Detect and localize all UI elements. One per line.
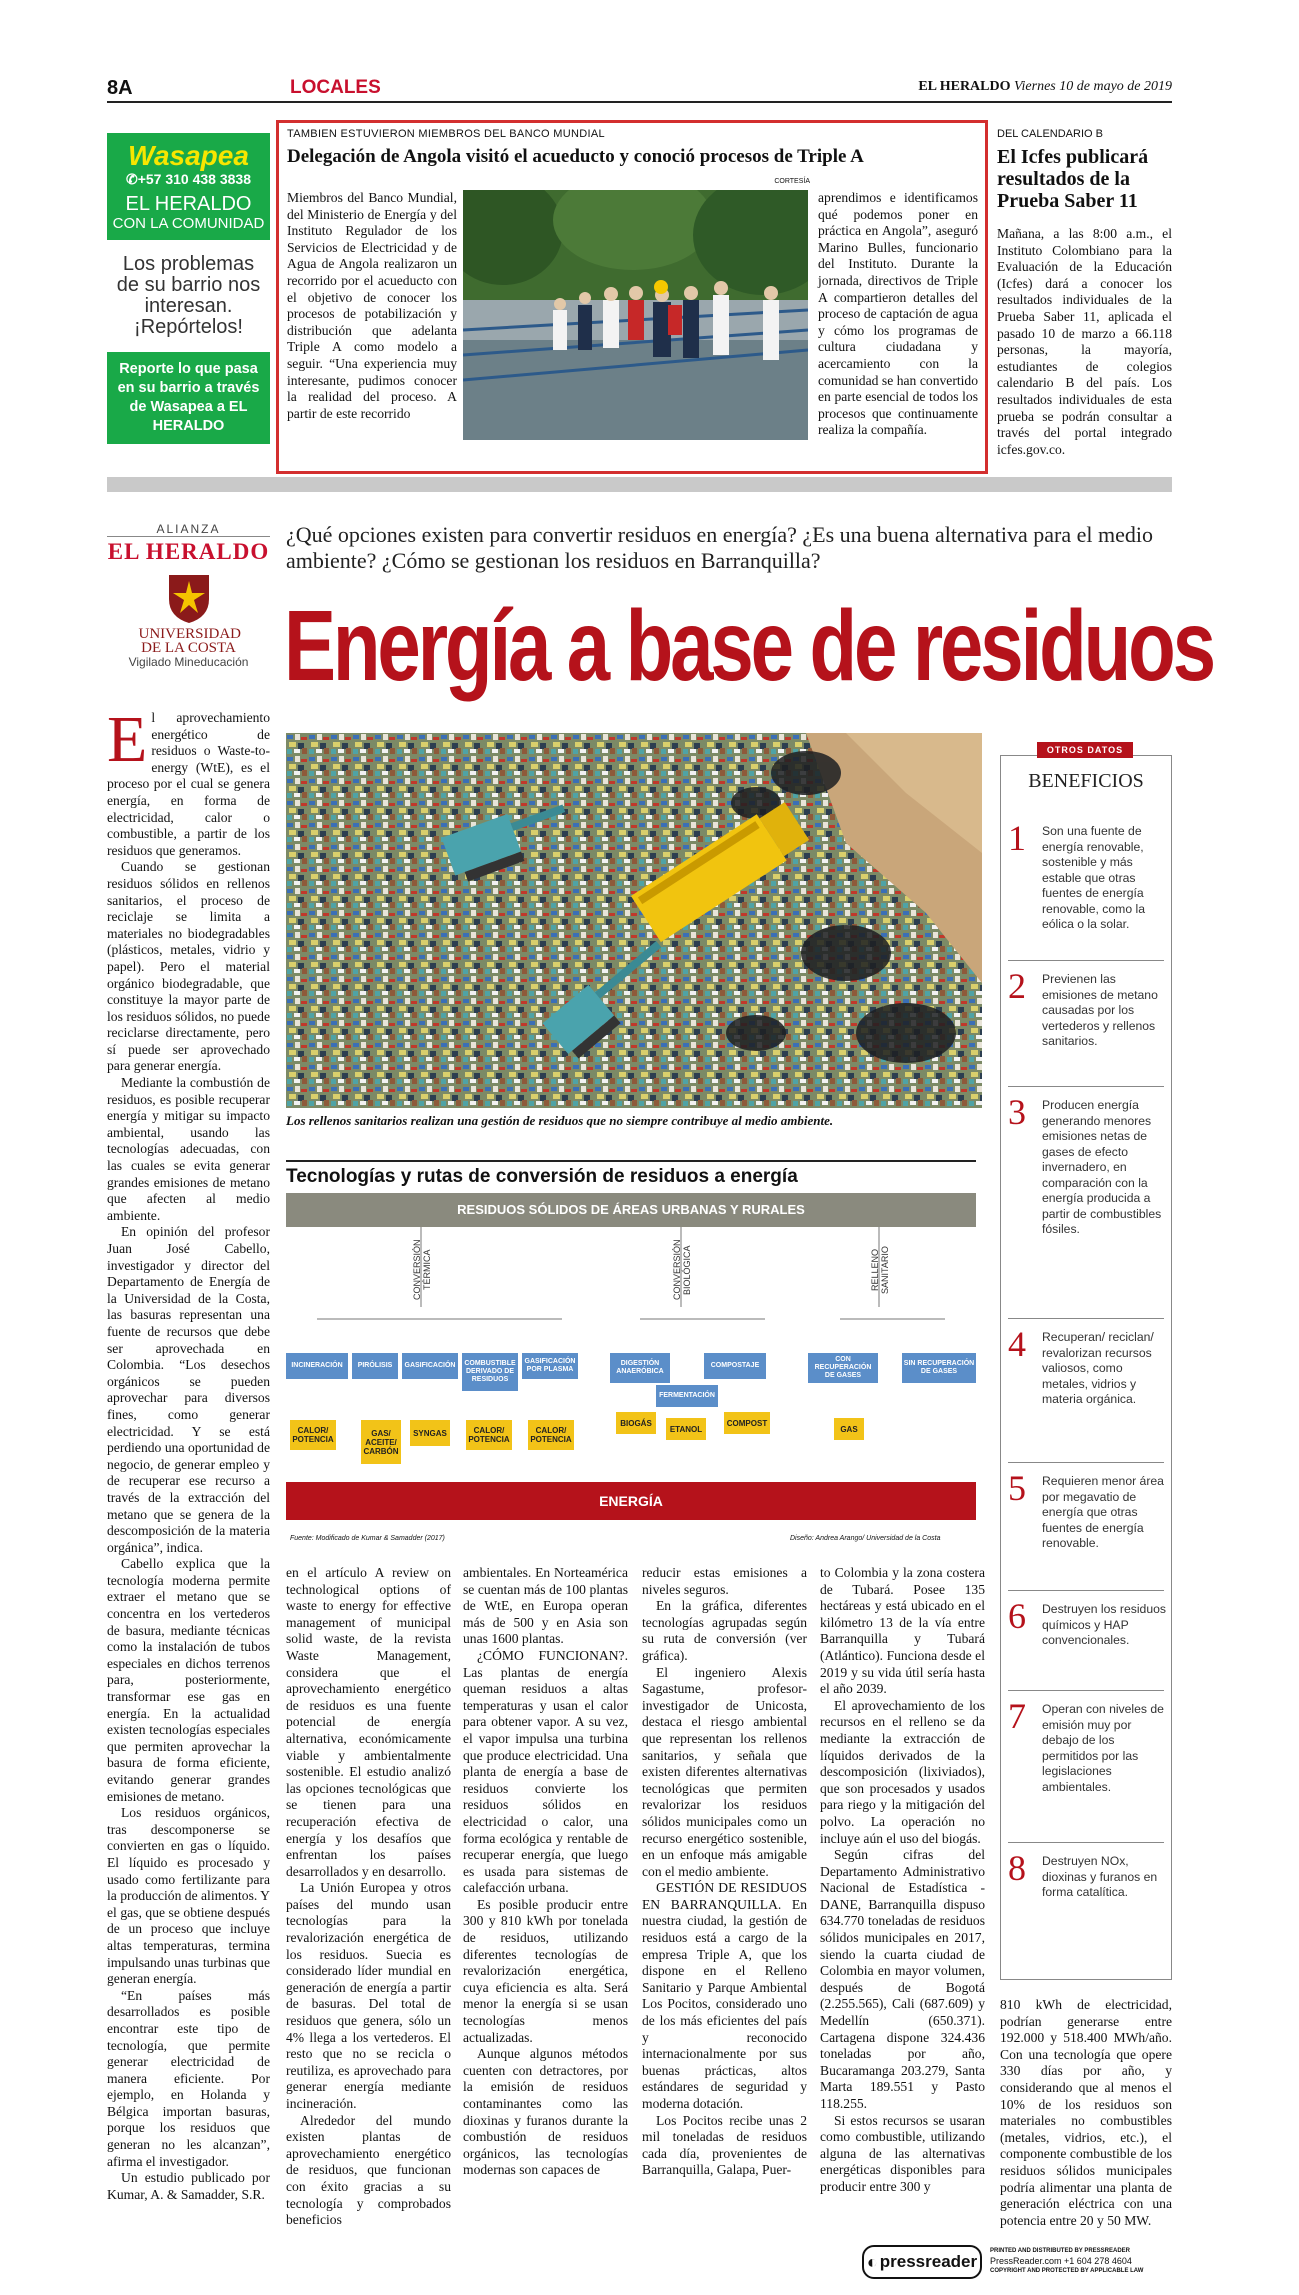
angola-col-1: Miembros del Banco Mundial, del Ministerio de Energía y del Instituto Regulador de los Servicios de Electricidad y de Agua de Angola realizaron un recorrido por el acueducto con el objetivo de conocer los procesos de potabilización y distribución que adelanta Triple A como modelo a seguir. “Una experiencia muy interesante, pudimos conocer la realidad del proceso. A partir de este recorrido (287, 190, 457, 421)
angola-photo (463, 190, 808, 440)
university-name: UNIVERSIDAD DE LA COSTA (138, 626, 241, 656)
wasapea-brand: EL HERALDO (125, 193, 252, 215)
article-headline: Energía a base de residuos (284, 590, 1213, 702)
out-ethanol: ETANOL (666, 1418, 706, 1440)
drop-cap: E (107, 703, 148, 776)
divider (1008, 1590, 1164, 1591)
benefit-item: 7 Operan con niveles de emisión muy por debajo de los permitidos por las legislaciones ambientales. (1008, 1696, 1164, 1794)
energy-bar: ENERGÍA (286, 1482, 976, 1520)
out-heat-power: CALOR/ POTENCIA (290, 1420, 336, 1450)
otros-datos-tag: OTROS DATOS (1037, 742, 1133, 758)
out-heat-power: CALOR/ POTENCIA (528, 1420, 574, 1450)
calendar-body: Mañana, a las 8:00 a.m., el Instituto Colombiano para la Evaluación de la Educación (Icfes) dará a conocer los resultados individuales de la Prueba Saber 11, aplicada el pasado 10 de marzo a 66.118 personas, la mayoría, estudiantes de colegios calendario B del país. Los resultados individuales de esta prueba se podrán consultar a través del portal integrado icfes.gov.co. (997, 226, 1172, 457)
article-col-4: reducir estas emisiones a niveles seguros. En la gráfica, diferentes tecnologías agrupadas según su ruta de conversión (ver gráfica). El ingeniero Alexis Sagastume, profesor-investigador de Unicosta, destaca el riesgo ambiental que representan los rellenos sanitarios, y señala que existen diferentes alternativas tecnológicas que permiten revalorizar los residuos sólidos municipales como un recurso energético sostenible, en un enfoque más amigable con el medio ambiente. GESTIÓN DE RESIDUOS EN BARRANQUILLA. En nuestra ciudad, la gestión de residuos está a cargo de la empresa Triple A, que los dispone en el Relleno Sanitario y Parque Ambiental Los Pocitos, considerado uno de los más eficientes del país y reconocido internacionalmente por sus buenas prácticas, altos estándares de seguridad y moderna dotación. Los Pocitos recibe unas 2 mil toneladas de residuos cada día, provenientes de Barranquilla, Galapa, Puer- (642, 1565, 807, 2178)
out-heat-power: CALOR/ POTENCIA (466, 1420, 512, 1450)
benefit-item: 2 Previenen las emisiones de metano causadas por los vertederos y rellenos sanitarios. (1008, 966, 1158, 1048)
vigilado-label: Vigilado Mineducación (128, 655, 249, 669)
route-biological: CONVERSIÓN BIOLÓGICA (672, 1239, 692, 1301)
tech-plasma: GASIFICACIÓN POR PLASMA (522, 1353, 578, 1379)
tech-gas-recovery: CON RECUPERACIÓN DE GASES (808, 1353, 878, 1383)
pressreader-logo: pressreader (879, 2252, 978, 2271)
whatsapp-icon: ✆ (125, 171, 138, 187)
wasapea-phone: ✆+57 310 438 3838 (125, 171, 251, 187)
section-divider (107, 477, 1172, 492)
wasapea-ad[interactable] (107, 133, 270, 438)
divider (1008, 1086, 1164, 1087)
benefit-item: 8 Destruyen NOx, dioxinas y furanos en forma catalítica. (1008, 1848, 1158, 1899)
tech-rdf: COMBUSTIBLE DERIVADO DE RESIDUOS (462, 1353, 518, 1391)
benefit-item: 5 Requieren menor área por megavatio de energía que otras fuentes de energía renovable. (1008, 1468, 1164, 1550)
wasapea-message: Los problemas de su barrio nos interesan. ¡Repórtelos! (116, 253, 261, 338)
paper-name: EL HERALDO (918, 79, 1011, 94)
divider (1008, 1690, 1164, 1691)
connector (640, 1318, 765, 1320)
tech-no-gas-recovery: SIN RECUPERACIÓN DE GASES (902, 1353, 976, 1383)
photo-credit: CORTESÍA (774, 178, 810, 185)
article-col-1: El aprovechamiento energético de residuos o Waste-to-energy (WtE), es el proceso por el cual se genera energía, en forma de electricidad, calor o combustible, a partir de los residuos que generamos. Cuando se gestionan residuos sólidos en rellenos sanitarios, el proceso de reciclaje se limita a materiales no biodegradables (plásticos, metales, vidrio y papel). Pero el material orgánico biodegradable, que constituye la mayor parte de los residuos sólidos, no puede reciclarse directamente, pero sí puede ser aprovechado para generar energía. Mediante la combustión de residuos, es posible recuperar energía y mitigar su impacto ambiental, usando las tecnologías adecuadas, con las cuales se evita generar grandes emisiones de metano que afecten al medio ambiente. En opinión del profesor Juan José Cabello, investigador y director del Departamento de Energía de la Universidad de la Costa, las basuras representan una fuente de recursos que debe ser aprovechada en Colombia. “Los desechos orgánicos se pueden aprovechar para diversos fines, como generar electricidad. Y se está perdiendo una oportunidad de negocio, de generar empleo y de recuperar ese recurso a través de la extracción del metano que se genera de la descomposición de la materia orgánica”, indica. Cabello explica que la tecnología moderna permite extraer el metano que se concentra en los vertederos de basura, mediante técnicas como la instalación de tubos especiales en dichos terrenos para, posteriormente, transformar ese gas en energía. En la actualidad existen tecnologías especiales que permiten aprovechar la basura de forma eficiente, evitando generar grandes emisiones de metano. Los residuos orgánicos, tras descomponerse se convierten en gas o líquido. El líquido es procesado y usado como fertilizante para la producción de alimentos. Y el gas, que se obtiene después de un proceso que incluye altas temperaturas, termina impulsando unas turbinas que generan energía. “En países más desarrollados es posible encontrar este tipo de tecnología, que permite generar electricidad de manera eficiente. Por ejemplo, en Holanda y Bélgica importan basuras, porque los residuos que generan no les alcanzan”, afirma el investigador. Un estudio publicado por Kumar, A. & Samadder, S.R. (107, 703, 270, 2202)
alliance-kicker: ALIANZA (156, 522, 221, 536)
wasapea-brand-sub: CON LA COMUNIDAD (112, 215, 265, 232)
angola-kicker: TAMBIEN ESTUVIERON MIEMBROS DEL BANCO MUNDIAL (287, 128, 605, 140)
wasapea-header (107, 133, 270, 240)
page-number: 8A (107, 77, 133, 99)
article-col-3: ambientales. En Norteamérica se cuentan más de 100 plantas de WtE, en Europa operan más de 500 y en Asia son unas 1600 plantas. ¿CÓMO FUNCIONAN?. Las plantas de energía queman residuos a altas temperaturas y usan el calor para obtener vapor. A su vez, el vapor impulsa una turbina que produce electricidad. Una planta de energía a base de residuos convierte los residuos sólidos en electricidad o calor, una forma ecológica y rentable de recuperar energía, que luego es usada para sistemas de calefacción urbana. Es posible producir entre 300 y 810 kWh por tonelada de residuos, utilizando diferentes tecnologías de revalorización energética, cuya eficiencia es alta. Será menor la energía si se usan tecnologías menos actualizadas. Aunque algunos métodos cuenten con detractores, por la emisión de residuos contaminantes como las dioxinas y furanos durante la combustión de residuos orgánicos, las tecnologías modernas son capaces de (463, 1565, 628, 2178)
pressreader-icon: ◐ (866, 2251, 878, 2272)
alliance-logo (107, 522, 270, 669)
section-name: LOCALES (290, 77, 381, 98)
out-syngas: SYNGAS (410, 1420, 450, 1446)
photo-caption: Los rellenos sanitarios realizan una gestión de residuos que no siempre contribuye al medio ambiente. (286, 1113, 834, 1128)
infographic-source: Fuente: Modificado de Kumar & Samadder (2017) (290, 1535, 445, 1542)
infographic-top-rule (286, 1160, 976, 1162)
calendar-kicker: DEL CALENDARIO B (997, 128, 1103, 140)
tech-pyrolysis: PIRÓLISIS (352, 1353, 398, 1379)
divider (1008, 1318, 1164, 1319)
divider (1008, 1842, 1164, 1843)
benefits-title: BENEFICIOS (1028, 770, 1144, 792)
benefit-item: 6 Destruyen los residuos químicos y HAP convencionales. (1008, 1596, 1166, 1647)
pressreader-info: PRINTED AND DISTRIBUTED BY PRESSREADER PressReader.com +1 604 278 4604 COPYRIGHT AND PROTECTED BY APPLICABLE LAW (990, 2248, 1144, 2274)
route-thermal: CONVERSIÓN TÉRMICA (412, 1239, 432, 1301)
angola-col-2: aprendimos e identificamos qué podemos poner en práctica en Angola”, aseguró Marino Bulles, funcionario del Instituto. Durante la jornada, directivos de Triple A compartieron detalles del proceso de captación de agua y cómo los programas de cultura ciudadana y acercamiento con la comunidad se han convertido en parte esencial de todos los procesos que continuamente realiza la compañía. (818, 190, 978, 438)
tech-composting: COMPOSTAJE (704, 1353, 766, 1379)
calendar-headline: El Icfes publicará resultados de la Prueba Saber 11 (997, 146, 1149, 212)
benefit-item: 1 Son una fuente de energía renovable, sostenible y más estable que otras fuentes de energía renovable, como la eólica o la solar. (1008, 818, 1145, 931)
header-rule (107, 101, 1172, 103)
benefit-item: 4 Recuperan/ reciclan/ revalorizan recursos valiosos, como metales, vidrios y materia orgánica. (1008, 1324, 1154, 1406)
tech-incineration: INCINERACIÓN (286, 1353, 348, 1379)
connector (840, 1318, 945, 1320)
wasapea-logo: Wasapea (128, 140, 249, 171)
benefit-item: 3 Producen energía generando menores emisiones netas de gases de efecto invernadero, en comparación con la energía producida a partir de combustibles fósiles. (1008, 1092, 1162, 1236)
infographic-source-bar: RESIDUOS SÓLIDOS DE ÁREAS URBANAS Y RURALES (286, 1193, 976, 1227)
infographic-title: Tecnologías y rutas de conversión de residuos a energía (286, 1166, 798, 1187)
out-biogas: BIOGÁS (616, 1412, 656, 1434)
pressreader-badge[interactable] (862, 2245, 982, 2279)
divider (1008, 960, 1164, 961)
route-landfill: RELLENO SANITARIO (870, 1246, 890, 1294)
issue-date: Viernes 10 de mayo de 2019 (1014, 79, 1172, 94)
landfill-photo (286, 733, 982, 1108)
out-compost: COMPOST (724, 1412, 770, 1434)
divider (1008, 1462, 1164, 1463)
tech-fermentation: FERMENTACIÓN (656, 1385, 718, 1407)
out-gas: GAS (834, 1418, 864, 1440)
angola-headline: Delegación de Angola visitó el acueducto y conoció procesos de Triple A (287, 146, 864, 167)
tech-gasification: GASIFICACIÓN (402, 1353, 458, 1379)
university-crest-icon (161, 569, 217, 625)
tech-anaerobic: DIGESTIÓN ANAERÓBICA (610, 1353, 670, 1383)
article-col-2: en el artículo A review on technological options of waste to energy for effective management of municipal solid waste, de la revista Waste Management, considera que el aprovechamiento energético de residuos es una fuente potencial de energía alternativa, económicamente viable y ambientalmente sostenible. El estudio analizó las opciones tecnológicas que se tienen para una recuperación efectiva de energía y los desafíos que enfrentan los países desarrollados y en desarrollo. La Unión Europea y otros países del mundo usan tecnologías para la revalorización energética de los residuos. Suecia es considerado líder mundial en generación de energía a partir de basuras. Del total de residuos que genera, sólo un 4% llega a los vertederos. El resto que no se recicla o reutiliza, es aprovechado para generar energía mediante incineración. Alrededor del mundo existen plantas de aprovechamiento energético de residuos, que funcionan con éxito gracias a su tecnología y comprobados beneficios (286, 1565, 451, 2228)
alliance-paper: EL HERALDO (107, 536, 270, 565)
article-deck: ¿Qué opciones existen para convertir residuos en energía? ¿Es una buena alternativa para el medio ambiente? ¿Cómo se gestionan los residuos en Barranquilla? (286, 522, 1154, 573)
masthead-date (918, 79, 1172, 95)
article-col-6: 810 kWh de electricidad, podrían generarse entre 192.000 y 518.400 MWh/año. Con una tecnología que opere 330 días por año, y considerando que al menos el 10% de los residuos son materiales no combustibles (metales, vidrios, etc.), el componente combustible de los residuos sólidos municipales podría alimentar una planta de generación eléctrica con una potencia entre 20 y 50 MW. (1000, 1997, 1172, 2228)
wasapea-cta[interactable]: Reporte lo que pasa en su barrio a través de Wasapea a EL HERALDO (107, 352, 270, 444)
infographic-design: Diseño: Andrea Arango/ Universidad de la Costa (790, 1535, 941, 1542)
out-gas-oil-coal: GAS/ ACEITE/ CARBÓN (361, 1420, 401, 1464)
connector (317, 1318, 562, 1320)
article-col-5: to Colombia y la zona costera de Tubará. Posee 135 hectáreas y está ubicado en el kilómetro 13 de la vía entre Barranquilla y Tubará (Atlántico). Funciona desde el 2019 y su vida útil sería hasta el año 2039. El aprovechamiento de los recursos en el relleno se da mediante la extracción de líquidos derivados de la descomposición (lixiviados), que son procesados y usados para riego y la mitigación del polvo. La operación no incluye aún el uso del biogás. Según cifras del Departamento Administrativo Nacional de Estadística - DANE, Barranquilla dispuso 634.770 toneladas de residuos sólidos municipales en 2017, siendo la cuarta ciudad de Colombia en mayor volumen, después de Bogotá (2.255.565), Cali (687.609) y Medellín (650.371). Cartagena dispone 324.436 toneladas por año, Bucaramanga 203.279, Santa Marta 189.551 y Pasto 118.255. Si estos recursos se usaran como combustible, utilizando alguna de las alternativas energéticas disponibles para producir entre 300 y (820, 1565, 985, 2194)
